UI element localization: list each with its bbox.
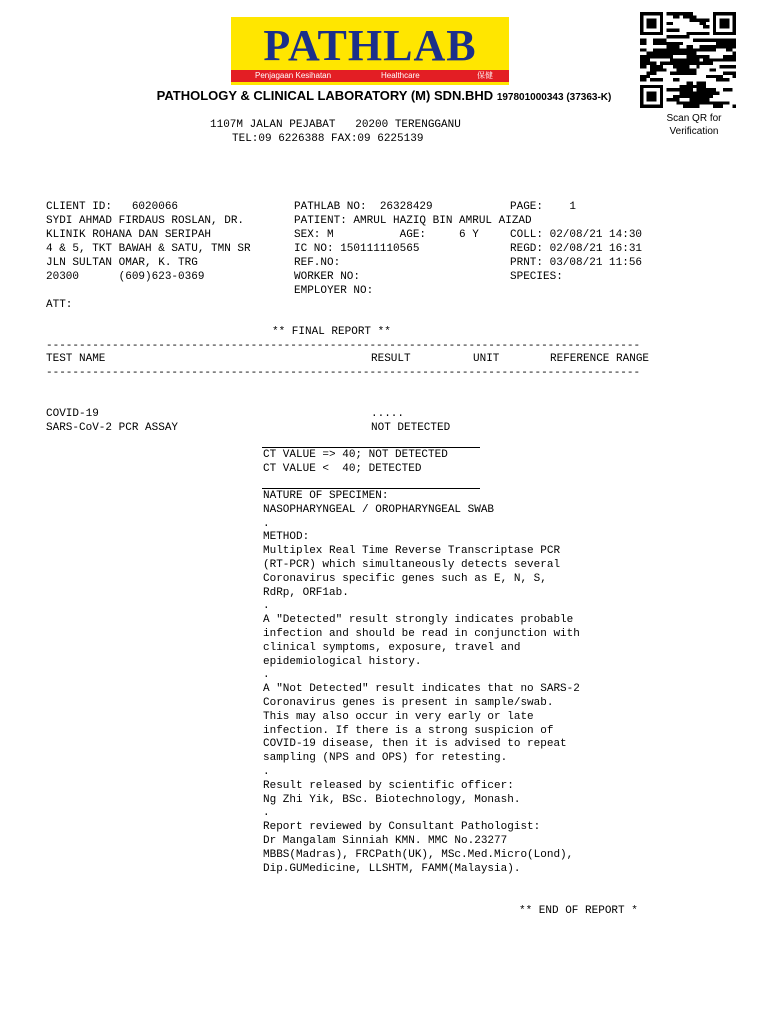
company-name-line bbox=[0, 87, 768, 107]
note-line: Coronavirus specific genes such as E, N, S, bbox=[263, 572, 547, 585]
company-name: PATHOLOGY & CLINICAL LABORATORY (M) SDN.BHD bbox=[156, 88, 494, 103]
note-line: A "Not Detected" result indicates that no SARS-2 bbox=[263, 683, 580, 696]
note-line: epidemiological history. bbox=[263, 655, 422, 668]
note-line: . bbox=[263, 807, 270, 820]
qr-caption-line-1: Scan QR for bbox=[666, 113, 722, 124]
note-line: RdRp, ORF1ab. bbox=[263, 586, 349, 599]
qr-caption-line-2: Verification bbox=[669, 126, 719, 137]
note-line: NASOPHARYNGEAL / OROPHARYNGEAL SWAB bbox=[263, 503, 495, 516]
client-att: ATT: bbox=[46, 299, 73, 311]
patient-sex-age: SEX: M AGE: 6 Y bbox=[294, 229, 479, 241]
ct-line-1: CT VALUE => 40; NOT DETECTED bbox=[263, 449, 448, 461]
note-line: MBBS(Madras), FRCPath(UK), MSc.Med.Micro(Lond), bbox=[263, 848, 574, 861]
note-line: Dr Mangalam Sinniah KMN. MMC No.23277 bbox=[263, 835, 508, 847]
note-line: NATURE OF SPECIMEN: bbox=[263, 490, 389, 502]
col-result: RESULT bbox=[371, 353, 411, 365]
logo-tagline-mid: Healthcare bbox=[381, 71, 420, 80]
test-group: COVID-19 bbox=[46, 408, 99, 420]
note-line: . bbox=[263, 669, 270, 682]
note-line: A "Detected" result strongly indicates probable bbox=[263, 614, 574, 627]
company-contact: TEL:09 6226388 FAX:09 6225139 bbox=[232, 133, 424, 145]
note-line: sampling (NPS and OPS) for retesting. bbox=[263, 752, 508, 765]
result-value: NOT DETECTED bbox=[371, 422, 451, 434]
printed-time: PRNT: 03/08/21 11:56 bbox=[510, 257, 643, 269]
note-line: COVID-19 disease, then it is advised to repeat bbox=[263, 738, 567, 751]
client-postcode-phone: 20300 (609)623-0369 bbox=[46, 271, 205, 283]
separator-top: ------------------------------------------------------------------------------------------ bbox=[46, 340, 641, 352]
note-line: clinical symptoms, exposure, travel and bbox=[263, 641, 521, 654]
note-line: . bbox=[263, 517, 270, 530]
client-address-1: 4 & 5, TKT BAWAH & SATU, TMN SR bbox=[46, 243, 251, 255]
client-clinic: KLINIK ROHANA DAN SERIPAH bbox=[46, 229, 212, 241]
patient-worker-no: WORKER NO: bbox=[294, 271, 361, 283]
registered-time: REGD: 02/08/21 16:31 bbox=[510, 243, 643, 255]
note-line: METHOD: bbox=[263, 531, 310, 544]
logo-brand: PATHLAB bbox=[263, 21, 477, 70]
logo-tagline-bar bbox=[231, 70, 509, 82]
pathlab-no: PATHLAB NO: 26328429 bbox=[294, 201, 433, 213]
ct-line-2: CT VALUE < 40; DETECTED bbox=[263, 463, 422, 475]
final-report-title: ** FINAL REPORT ** bbox=[272, 326, 391, 338]
test-name: SARS-CoV-2 PCR ASSAY bbox=[46, 422, 179, 434]
collection-time: COLL: 02/08/21 14:30 bbox=[510, 229, 643, 241]
company-reg-no: 197801000343 (37363-K) bbox=[496, 92, 612, 103]
client-doctor: SYDI AHMAD FIRDAUS ROSLAN, DR. bbox=[46, 215, 245, 227]
note-line: infection. If there is a strong suspicion of bbox=[263, 724, 554, 737]
note-line: This may also occur in very early or late bbox=[263, 710, 534, 723]
separator-bottom: ------------------------------------------------------------------------------------------ bbox=[46, 367, 641, 379]
client-id: CLIENT ID: 6020066 bbox=[46, 201, 179, 213]
note-line: infection and should be read in conjunction with bbox=[263, 628, 580, 640]
pathlab-logo bbox=[231, 17, 509, 85]
species-label: SPECIES: bbox=[510, 271, 563, 283]
note-line: Ng Zhi Yik, BSc. Biotechnology, Monash. bbox=[263, 793, 521, 806]
result-dots: ..... bbox=[371, 408, 405, 420]
note-line: . bbox=[263, 766, 270, 778]
note-line: Coronavirus genes is present in sample/swab. bbox=[263, 697, 554, 709]
client-address-2: JLN SULTAN OMAR, K. TRG bbox=[46, 257, 198, 269]
company-address: 1107M JALAN PEJABAT 20200 TERENGGANU bbox=[210, 119, 461, 131]
qr-caption bbox=[646, 112, 742, 138]
col-unit: UNIT bbox=[473, 353, 500, 365]
page-number: PAGE: 1 bbox=[510, 201, 577, 213]
logo-tagline-right: 保健 bbox=[477, 71, 493, 80]
patient-name: PATIENT: AMRUL HAZIQ BIN AMRUL AIZAD bbox=[294, 215, 532, 227]
note-line: (RT-PCR) which simultaneously detects several bbox=[263, 559, 561, 571]
note-line: Result released by scientific officer: bbox=[263, 779, 514, 792]
col-reference-range: REFERENCE RANGE bbox=[550, 353, 650, 365]
end-of-report: ** END OF REPORT * bbox=[519, 905, 638, 917]
logo-tagline-left: Penjagaan Kesihatan bbox=[255, 71, 332, 80]
col-test-name: TEST NAME bbox=[46, 353, 106, 365]
patient-ic-no: IC NO: 150111110565 bbox=[294, 243, 420, 255]
patient-employer-no: EMPLOYER NO: bbox=[294, 285, 374, 297]
patient-ref-no: REF.NO: bbox=[294, 257, 341, 269]
note-line: Report reviewed by Consultant Pathologist: bbox=[263, 821, 541, 834]
note-line: . bbox=[263, 600, 270, 613]
note-line: Multiplex Real Time Reverse Transcriptase PCR bbox=[263, 545, 561, 558]
note-line: Dip.GUMedicine, LLSHTM, FAMM(Malaysia). bbox=[263, 862, 521, 875]
